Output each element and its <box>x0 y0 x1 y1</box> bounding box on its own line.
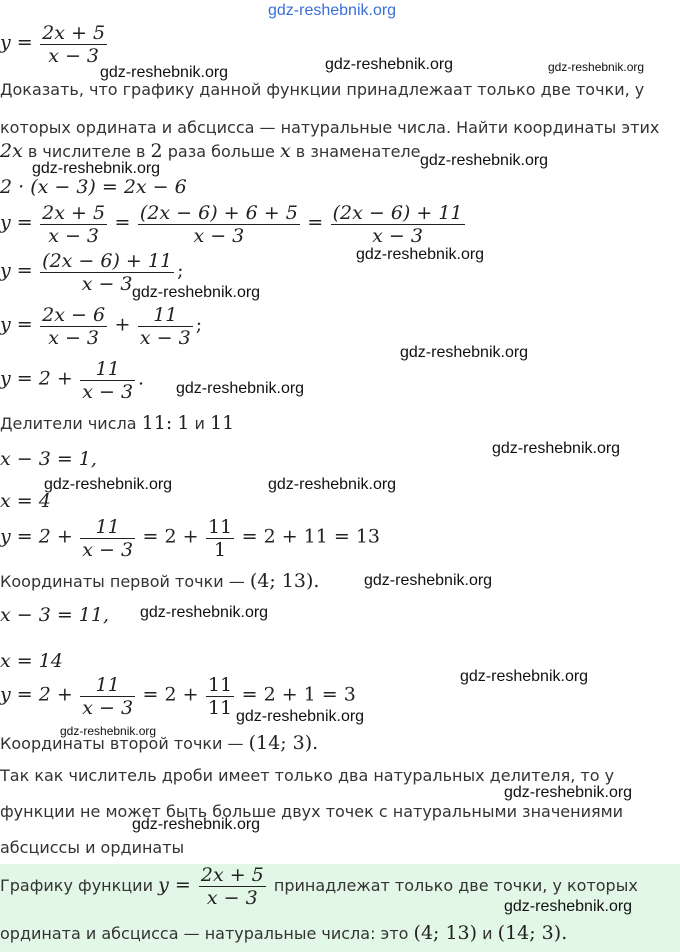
math-11: 11 <box>210 412 235 434</box>
watermark: gdz-reshebnik.org <box>492 440 621 457</box>
watermark: gdz-reshebnik.org <box>44 476 173 493</box>
first-point-line <box>0 570 319 592</box>
fraction-numerator: 11 <box>80 516 135 539</box>
fraction-numerator: (2x − 6) + 11 <box>332 202 463 224</box>
watermark: gdz-reshebnik.org <box>236 708 365 725</box>
point-2: (14; 3). <box>497 922 568 944</box>
text-part: раза больше <box>167 142 275 161</box>
function-formula <box>0 22 110 67</box>
watermark: gdz-reshebnik.org <box>60 724 157 738</box>
fraction-denominator: x − 3 <box>372 225 423 247</box>
watermark: gdz-reshebnik.org <box>420 152 549 169</box>
y-2-plus: y = 2 + <box>0 367 73 390</box>
fraction-numerator: 11 <box>207 674 233 696</box>
fraction-numerator: (2x − 6) + 11 <box>42 250 173 272</box>
fraction-numerator: 2x + 5 <box>42 202 106 224</box>
point-1: (4; 13). <box>249 570 320 592</box>
fraction <box>138 304 193 349</box>
divisors-line: Делители числа 11: 1 и 11 <box>0 412 235 434</box>
reason-line-3: абсциссы и ординаты <box>0 838 185 857</box>
math-x: x <box>279 140 291 162</box>
math-2: 2 <box>150 140 163 162</box>
watermark: gdz-reshebnik.org <box>504 784 633 801</box>
fraction <box>199 864 266 909</box>
watermark: gdz-reshebnik.org <box>364 572 493 589</box>
fraction-numerator: 11 <box>138 304 193 327</box>
fraction <box>206 674 234 719</box>
fraction <box>331 202 465 247</box>
watermark: gdz-reshebnik.org <box>176 380 305 397</box>
fraction-numerator: (2x − 6) + 6 + 5 <box>139 202 298 224</box>
problem-line-1: Доказать, что графику данной функции принадлежаат только две точки, у <box>0 80 645 99</box>
watermark: gdz-reshebnik.org <box>268 476 397 493</box>
fraction <box>80 674 135 719</box>
case-2-result: y = 2 + $\frac{11}{x - 3}$ = 2 + $\frac{11}{11}$ = 2 + 1 = 3 <box>0 674 356 719</box>
fraction-denominator: x − 3 <box>193 225 245 247</box>
text-part: Координаты первой точки — <box>0 572 245 591</box>
function-fraction <box>40 22 107 67</box>
conclusion-line-2 <box>0 922 567 944</box>
watermark: gdz-reshebnik.org <box>132 284 261 301</box>
text-part: и <box>482 924 493 943</box>
y-label: y = <box>0 259 33 282</box>
fraction <box>40 304 107 349</box>
text-part: Графику функции <box>0 876 153 895</box>
fraction <box>80 358 135 403</box>
watermark: gdz-reshebnik.org <box>325 56 454 73</box>
fraction-denominator: x − 3 <box>82 697 134 719</box>
watermark: gdz-reshebnik.org <box>460 668 589 685</box>
point-1: (4; 13) <box>413 922 478 944</box>
reason-line-2: функции не может быть больше двух точек с натуральными значениями <box>0 802 624 821</box>
fraction-denominator: 1 <box>214 539 227 561</box>
watermark: gdz-reshebnik.org <box>140 604 269 621</box>
fraction-numerator: 2x + 5 <box>42 22 106 44</box>
transform-1: y = $\frac{2x + 5}{x - 3}$ = $\frac{(2x - 6) + 6 + 5}{x - 3}$ = $\frac{(2x - 6) + 11}{x - 3}$ <box>0 202 463 247</box>
fraction-denominator: x − 3 <box>81 273 133 295</box>
text-part: Координаты второй точки — <box>0 734 244 753</box>
watermark: gdz-reshebnik.org <box>132 816 261 833</box>
text-part: и <box>194 414 205 433</box>
watermark: gdz-reshebnik.org <box>356 246 485 263</box>
second-point-line <box>0 732 318 754</box>
text-part: ордината и абсцисса — натуральные числа: это <box>0 924 409 943</box>
fraction-numerator: 11 <box>80 358 135 381</box>
fraction <box>206 516 234 561</box>
watermark: gdz-reshebnik.org <box>32 160 161 177</box>
y-2-plus: y = 2 + <box>0 683 73 706</box>
fraction <box>40 202 107 247</box>
watermark: gdz-reshebnik.org <box>548 60 645 74</box>
text-part: принадлежат только две точки, у которых <box>273 876 638 895</box>
fraction-numerator: 2x − 6 <box>42 304 106 326</box>
case-1-equation: x − 3 = 1, <box>0 448 97 470</box>
reason-line-1: Так как числитель дроби имеет только два натуральных делителя, то у <box>0 766 615 785</box>
fraction-denominator: x − 3 <box>48 327 100 349</box>
y-label: y = <box>0 313 33 336</box>
fraction-denominator: 11 <box>207 697 233 719</box>
math-11: 11 <box>141 412 166 434</box>
y-label: y = <box>0 31 33 54</box>
y-label: y = <box>158 874 191 896</box>
problem-line-2: которых ордината и абсцисса — натуральные числа. Найти координаты этих <box>0 118 660 137</box>
case-1-x: x = 4 <box>0 490 51 512</box>
watermark: gdz-reshebnik.org <box>100 64 229 81</box>
fraction-denominator: x − 3 <box>82 539 134 561</box>
math-1: 1 <box>177 412 190 434</box>
problem-line-3 <box>0 140 421 162</box>
fraction-numerator: 2x + 5 <box>200 864 264 886</box>
case-2-x: x = 14 <box>0 650 63 672</box>
math-2x: 2x <box>0 140 23 162</box>
case-1-result: y = 2 + $\frac{11}{x - 3}$ = 2 + $\frac{11}{1}$ = 2 + 11 = 13 <box>0 516 381 561</box>
y-2-plus: y = 2 + <box>0 525 73 548</box>
case-2-equation: x − 3 = 11, <box>0 604 110 626</box>
fraction-denominator: x − 3 <box>82 381 134 403</box>
transform-2: y = $\frac{(2x - 6) + 11}{x - 3}$ ; <box>0 250 184 295</box>
fraction <box>80 516 135 561</box>
result-tail: = 2 + 11 = 13 <box>241 525 381 548</box>
fraction-denominator: x − 3 <box>139 327 191 349</box>
watermark: gdz-reshebnik.org <box>400 344 529 361</box>
transform-3: y = $\frac{2x - 6}{x - 3}$ + $\frac{11}{x - 3}$ ; <box>0 304 203 349</box>
fraction-denominator: x − 3 <box>48 225 100 247</box>
y-label: y = <box>0 211 33 234</box>
text-part: Делители числа <box>0 414 137 433</box>
watermark-top[interactable]: gdz-reshebnik.org <box>268 2 397 19</box>
point-2: (14; 3). <box>248 732 319 754</box>
fraction-denominator: x − 3 <box>48 45 100 67</box>
text-part: в знаменателе <box>295 142 421 161</box>
fraction <box>138 202 300 247</box>
transform-4: y = 2 + $\frac{11}{x - 3}$ . <box>0 358 145 403</box>
fraction-numerator: 11 <box>80 674 135 697</box>
watermark: gdz-reshebnik.org <box>504 898 633 915</box>
text-part: в числителе в <box>27 142 146 161</box>
result-tail: = 2 + 1 = 3 <box>241 683 356 706</box>
expand-equation: 2 · (x − 3) = 2x − 6 <box>0 176 187 198</box>
fraction-numerator: 11 <box>207 516 233 538</box>
fraction-denominator: x − 3 <box>206 887 258 909</box>
